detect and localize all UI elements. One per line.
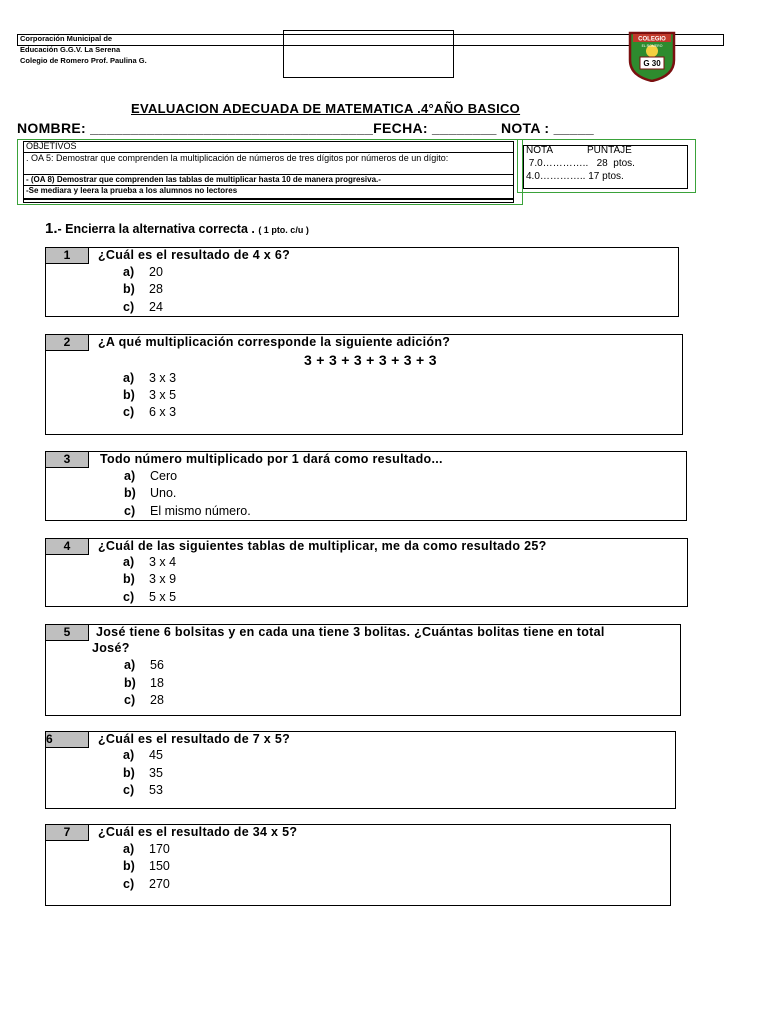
header-line-2: Educación G.G.V. La Serena	[20, 45, 121, 54]
question-text: Todo número multiplicado por 1 dará como resultado...	[100, 452, 443, 466]
option-a[interactable]: a) 56	[124, 658, 164, 672]
option-c[interactable]: c) 5 x 5	[123, 590, 177, 604]
question-text-continued: José?	[92, 641, 130, 655]
option-a[interactable]: a) 45	[123, 748, 163, 762]
question-text: ¿Cuál es el resultado de 4 x 6?	[98, 248, 291, 262]
scoring-col-puntaje: PUNTAJE	[587, 145, 632, 156]
objective-oa5: . OA 5: Demostrar que comprenden la multiplicación de números de tres dígitos por números de un dígito:	[26, 153, 449, 163]
student-fields-line: NOMBRE: ___________________________________FECHA: ________ NOTA : _____	[17, 120, 595, 136]
question-text: ¿Cuál de las siguientes tablas de multiplicar, me da como resultado 25?	[98, 539, 547, 553]
option-c[interactable]: c) El mismo número.	[124, 504, 251, 518]
svg-text:EL ROMERO: EL ROMERO	[641, 44, 663, 48]
question-3	[45, 451, 687, 521]
scoring-col-nota: NOTA	[526, 145, 554, 156]
question-1	[45, 247, 679, 317]
addition-expression: 3 + 3 + 3 + 3 + 3 + 3	[304, 352, 437, 368]
option-a[interactable]: a) Cero	[124, 469, 178, 483]
option-a[interactable]: a) 3 x 4	[123, 555, 177, 569]
page-title: EVALUACION ADECUADA DE MATEMATICA .4°AÑO BASICO	[131, 101, 521, 116]
question-number: 1	[46, 248, 89, 264]
question-4	[45, 538, 688, 607]
option-c[interactable]: c) 6 x 3	[123, 405, 177, 419]
option-b[interactable]: b) 150	[123, 859, 170, 873]
option-c[interactable]: c) 28	[124, 693, 164, 707]
objectives-heading: OBJETIVOS	[26, 141, 77, 151]
scoring-row-1: 7.0………….. 28 ptos.	[526, 158, 635, 169]
scoring-row-2: 4.0………….. 17 ptos.	[526, 171, 624, 182]
question-text: José tiene 6 bolsitas y en cada una tiene 3 bolitas. ¿Cuántas bolitas tiene en total	[96, 625, 605, 639]
school-crest-logo	[627, 30, 677, 82]
section-number: 1.	[45, 220, 58, 237]
option-b[interactable]: b) 35	[123, 766, 163, 780]
option-c[interactable]: c) 270	[123, 877, 170, 891]
option-b[interactable]: b) 18	[124, 676, 164, 690]
question-number: 7	[46, 825, 89, 841]
question-2	[45, 334, 683, 435]
question-number: 2	[46, 335, 89, 351]
option-b[interactable]: b) 3 x 5	[123, 388, 177, 402]
option-b[interactable]: b) 3 x 9	[123, 572, 177, 586]
question-number: 5	[46, 625, 89, 641]
option-a[interactable]: a) 3 x 3	[123, 371, 177, 385]
option-a[interactable]: a) 170	[123, 842, 170, 856]
question-number: 6	[46, 732, 89, 748]
section-points: ( 1 pto. c/u )	[258, 225, 309, 235]
option-b[interactable]: b) 28	[123, 282, 163, 296]
question-text: ¿Cuál es el resultado de 7 x 5?	[98, 732, 291, 746]
objectives-bottom-rule	[23, 198, 513, 200]
option-c[interactable]: c) 24	[123, 300, 163, 314]
header-line-1: Corporación Municipal de	[20, 34, 113, 43]
header-line-3: Colegio de Romero Prof. Paulina G.	[20, 56, 147, 65]
question-text: ¿Cuál es el resultado de 34 x 5?	[98, 825, 298, 839]
option-c[interactable]: c) 53	[123, 783, 163, 797]
question-5	[45, 624, 681, 716]
section-instruction: - Encierra la alternativa correcta .	[57, 222, 259, 236]
question-number: 3	[46, 452, 89, 468]
option-b[interactable]: b) Uno.	[124, 486, 177, 500]
question-7	[45, 824, 671, 906]
objective-oa8: - (OA 8) Demostrar que comprenden las tablas de multiplicar hasta 10 de manera progresiva.-	[26, 175, 381, 184]
section-heading	[45, 220, 309, 238]
option-a[interactable]: a) 20	[123, 265, 163, 279]
svg-text:G 30: G 30	[643, 59, 661, 68]
objective-note: -Se mediara y leera la prueba a los alumnos no lectores	[26, 186, 238, 195]
question-text: ¿A qué multiplicación corresponde la siguiente adición?	[98, 335, 451, 349]
question-6	[45, 731, 676, 809]
question-number: 4	[46, 539, 89, 555]
svg-text:COLEGIO: COLEGIO	[638, 36, 666, 43]
stamp-box	[283, 30, 454, 78]
